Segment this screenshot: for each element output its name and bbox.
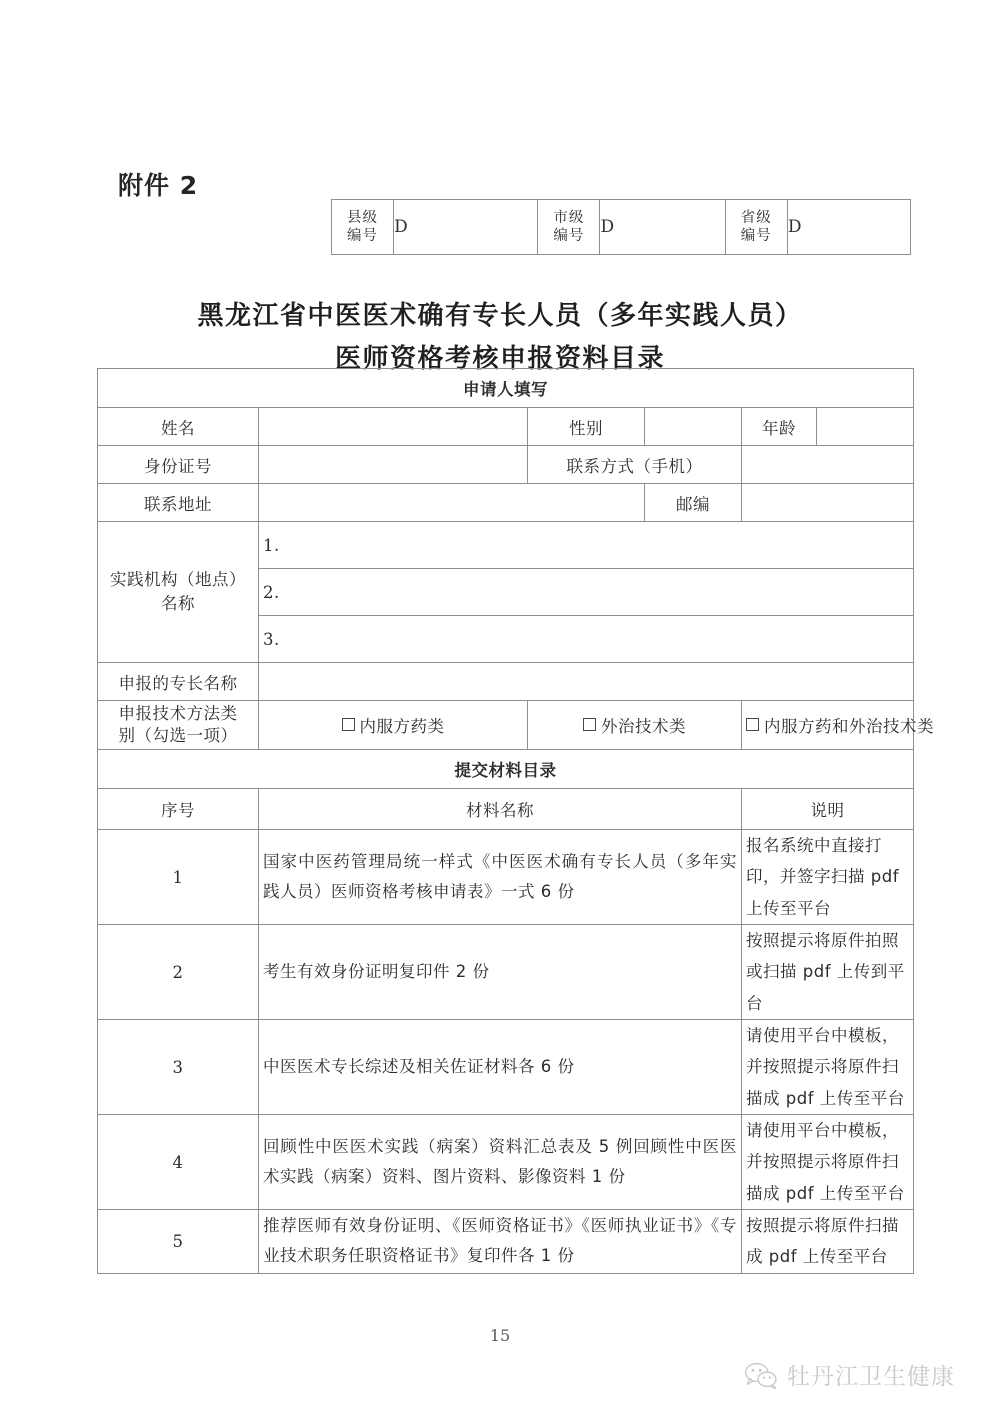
- institution-label-line1: 实践机构（地点）: [110, 570, 246, 590]
- material-desc: 按照提示将原件扫描成 pdf 上传至平台: [742, 1210, 914, 1274]
- checkbox-icon[interactable]: [342, 718, 355, 731]
- material-no: 4: [98, 1115, 259, 1210]
- page-title-line1: 黑龙江省中医医术确有专长人员（多年实践人员）: [197, 301, 803, 331]
- method-category-label: [98, 701, 259, 750]
- name-label: 姓名: [98, 408, 259, 446]
- city-code-label-line1: 市级: [553, 209, 585, 226]
- table-row: [98, 1020, 914, 1115]
- table-row: [98, 925, 914, 1020]
- material-name: 考生有效身份证明复印件 2 份: [259, 925, 742, 1020]
- gender-field[interactable]: [645, 408, 742, 446]
- table-row: [98, 830, 914, 925]
- postcode-label: 邮编: [645, 484, 742, 522]
- page-title-line2: 医师资格考核申报资料目录: [334, 344, 665, 374]
- province-code-label-line1: 省级: [740, 209, 772, 226]
- column-header-no: 序号: [98, 789, 259, 830]
- material-no: 3: [98, 1020, 259, 1115]
- material-no: 5: [98, 1210, 259, 1274]
- age-field[interactable]: [817, 408, 914, 446]
- address-field[interactable]: [259, 484, 645, 522]
- county-code-label-line1: 县级: [347, 209, 379, 226]
- checkbox-icon[interactable]: [746, 718, 759, 731]
- postcode-field[interactable]: [742, 484, 914, 522]
- specialty-label: 申报的专长名称: [98, 663, 259, 701]
- county-code-label: [332, 200, 394, 255]
- material-name: 国家中医药管理局统一样式《中医医术确有专长人员（多年实践人员）医师资格考核申请表》一式 6 份: [259, 830, 742, 925]
- table-row: [98, 1210, 914, 1274]
- column-header-name: 材料名称: [259, 789, 742, 830]
- city-code-label-line2: 编号: [553, 228, 585, 244]
- county-code-label-line2: 编号: [347, 228, 379, 244]
- age-label: 年龄: [742, 408, 817, 446]
- id-number-label: 身份证号: [98, 446, 259, 484]
- material-name: 推荐医师有效身份证明、《医师资格证书》《医师执业证书》《专业技术职务任职资格证书》复印件各 1 份: [259, 1210, 742, 1274]
- table-row: [98, 408, 914, 446]
- table-row: [98, 369, 914, 408]
- material-no: 1: [98, 830, 259, 925]
- table-row: [98, 446, 914, 484]
- method-option-internal-medicine-label: 内服方药类: [359, 717, 445, 736]
- county-code-value[interactable]: D: [394, 200, 538, 255]
- contact-label: 联系方式（手机）: [528, 446, 742, 484]
- method-option-external-therapy-label: 外治技术类: [601, 717, 686, 736]
- material-name: 中医医术专长综述及相关佐证材料各 6 份: [259, 1020, 742, 1115]
- gender-label: 性别: [528, 408, 645, 446]
- column-header-desc: 说明: [742, 789, 914, 830]
- table-row: [98, 663, 914, 701]
- method-option-both-label: 内服方药和外治技术类: [764, 717, 934, 736]
- method-category-label-line1: 申报技术方法类: [118, 703, 238, 723]
- wechat-icon: [744, 1361, 778, 1389]
- city-code-value[interactable]: D: [600, 200, 725, 255]
- contact-field[interactable]: [742, 446, 914, 484]
- material-desc: 按照提示将原件拍照或扫描 pdf 上传到平台: [742, 925, 914, 1020]
- province-code-label: [725, 200, 787, 255]
- watermark-text: 牡丹江卫生健康: [787, 1364, 955, 1390]
- institution-label-line2: 名称: [161, 594, 195, 613]
- material-no: 2: [98, 925, 259, 1020]
- id-number-field[interactable]: [259, 446, 528, 484]
- province-code-label-line2: 编号: [740, 228, 772, 244]
- name-field[interactable]: [259, 408, 528, 446]
- page-number: 15: [489, 1326, 511, 1345]
- table-row: [332, 200, 911, 255]
- watermark: [744, 1358, 955, 1391]
- material-desc: 请使用平台中模板，并按照提示将原件扫描成 pdf 上传至平台: [742, 1115, 914, 1210]
- table-row: [98, 789, 914, 830]
- method-option-both[interactable]: [742, 701, 934, 750]
- material-desc: 报名系统中直接打印，并签字扫描 pdf 上传至平台: [742, 830, 914, 925]
- registration-code-table: [331, 199, 911, 255]
- table-row: [98, 701, 914, 750]
- city-code-label: [538, 200, 600, 255]
- method-option-external-therapy[interactable]: [528, 701, 742, 750]
- checkbox-icon[interactable]: [583, 718, 596, 731]
- method-category-label-line2: 别（勾选一项）: [118, 726, 238, 745]
- material-desc: 请使用平台中模板，并按照提示将原件扫描成 pdf 上传至平台: [742, 1020, 914, 1115]
- institution-label: [98, 522, 259, 663]
- table-row: [98, 750, 914, 789]
- table-row: [98, 522, 914, 569]
- institution-field-2[interactable]: 2.: [259, 569, 914, 616]
- province-code-value[interactable]: D: [787, 200, 910, 255]
- specialty-field[interactable]: [259, 663, 914, 701]
- application-form-table: [97, 368, 934, 1274]
- attachment-label: 附件 2: [118, 171, 199, 200]
- applicant-section-heading: 申请人填写: [98, 369, 914, 408]
- table-row: [98, 484, 914, 522]
- address-label: 联系地址: [98, 484, 259, 522]
- institution-field-3[interactable]: 3.: [259, 616, 914, 663]
- material-name: 回顾性中医医术实践（病案）资料汇总表及 5 例回顾性中医医术实践（病案）资料、图片资料、影像资料 1 份: [259, 1115, 742, 1210]
- institution-field-1[interactable]: 1.: [259, 522, 914, 569]
- materials-section-heading: 提交材料目录: [98, 750, 914, 789]
- table-row: [98, 1115, 914, 1210]
- method-option-internal-medicine[interactable]: [259, 701, 528, 750]
